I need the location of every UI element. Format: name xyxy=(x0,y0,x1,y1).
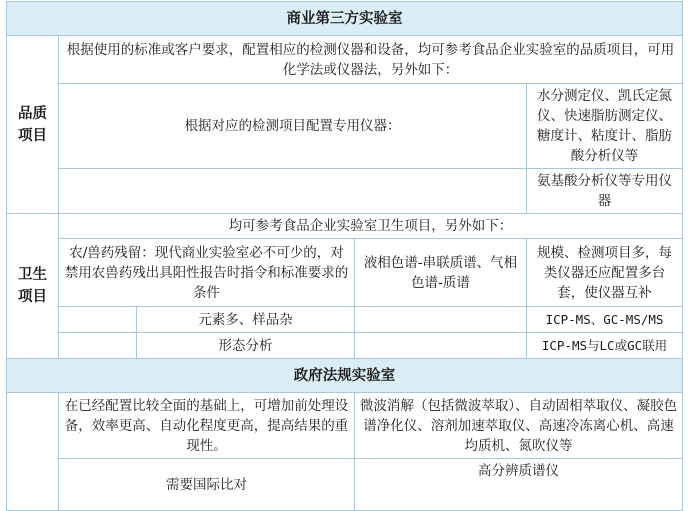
commercial-lab-header: 商业第三方实验室 xyxy=(7,2,683,36)
speciation-text: 形态分析 xyxy=(137,333,355,359)
government-empty-cell xyxy=(7,393,59,511)
government-lab-header: 政府法规实验室 xyxy=(7,359,683,393)
quality-instruments-list: 水分测定仪、凯氏定氮仪、快速脂肪测定仪、糖度计、粘度计、脂肪酸分析仪等 xyxy=(527,84,683,169)
icpms-lc-gc-text: ICP-MS与LC或GC联用 xyxy=(527,333,683,359)
international-comparison-text: 需要国际比对 xyxy=(59,459,355,511)
quality-empty-cell xyxy=(59,169,527,214)
quality-intro: 根据使用的标准或客户要求，配置相应的检测仪器和设备，均可参考食品企业实验室的品质项目，可用化学法或仪器法，另外如下： xyxy=(59,36,683,84)
elements-empty-cell xyxy=(59,307,137,333)
elements-text: 元素多、样品杂 xyxy=(137,307,355,333)
pretreatment-basis-text: 在已经配置比较全面的基础上，可增加前处理设备，效率更高、自动化程度更高，提高结果的重现性。 xyxy=(59,393,355,459)
hrms-text: 高分辨质谱仪 xyxy=(355,459,683,511)
pesticide-residue-text: 农/兽药残留：现代商业实验室必不可少的，对禁用农兽药残出具阳性报告时指令和标准要求的条件 xyxy=(59,239,355,307)
quality-items-label: 品质项目 xyxy=(7,36,59,214)
special-instruments-label: 根据对应的检测项目配置专用仪器： xyxy=(59,84,527,169)
pretreatment-equipment-text: 微波消解（包括微波萃取）、自动固相萃取仪、凝胶色谱净化仪、溶剂加速萃取仪、高速冷冻离心机、高速均质机、氮吹仪等 xyxy=(355,393,683,459)
speciation-middle-empty xyxy=(355,333,527,359)
icpms-gcms-text: ICP-MS、GC-MS/MS xyxy=(527,307,683,333)
instrument-scale-text: 规模、检测项目多，每类仪器还应配置多台套，使仪器互补 xyxy=(527,239,683,307)
elements-middle-empty xyxy=(355,307,527,333)
amino-acid-analyzer: 氨基酸分析仪等专用仪器 xyxy=(527,169,683,214)
speciation-empty-cell xyxy=(59,333,137,359)
hygiene-items-label: 卫生项目 xyxy=(7,214,59,359)
lcms-gcms-text: 液相色谱-串联质谱、气相色谱-质谱 xyxy=(355,239,527,307)
lab-equipment-table xyxy=(6,1,683,511)
hygiene-intro: 均可参考食品企业实验室卫生项目，另外如下： xyxy=(59,214,683,239)
